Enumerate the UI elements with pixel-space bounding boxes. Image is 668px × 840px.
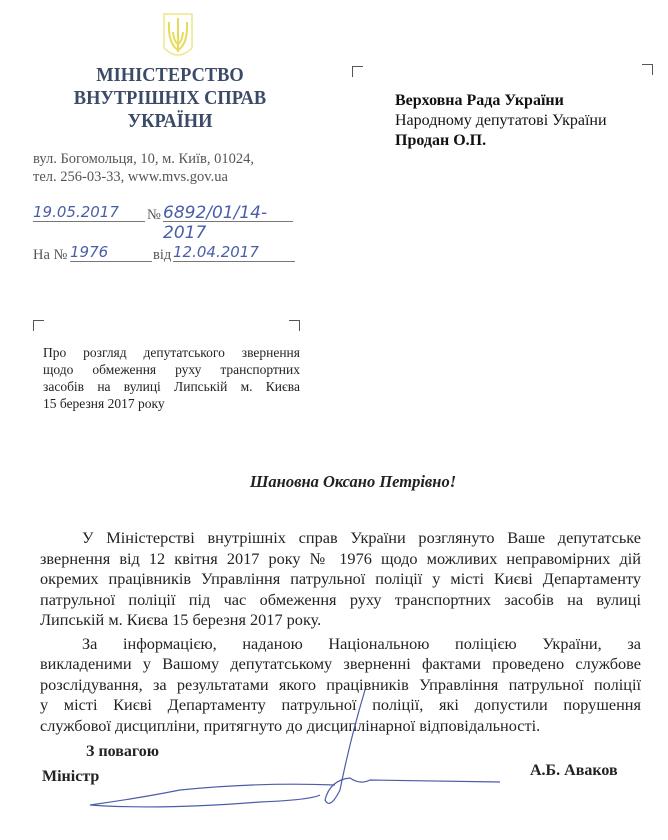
from-label: від bbox=[153, 247, 172, 263]
outgoing-date-field bbox=[33, 203, 145, 222]
subject-line: Про розгляд депутатського звернення bbox=[43, 345, 300, 360]
body-line: службової дисципліни, притягнуто до дисциплінарної відповідальності. bbox=[40, 715, 541, 735]
reply-label: На № bbox=[33, 247, 68, 263]
corner-mark bbox=[642, 64, 653, 75]
outgoing-date: 19.05.2017 bbox=[33, 203, 119, 221]
outgoing-number: 6892/01/14-2017 bbox=[163, 203, 268, 243]
reply-date: 12.04.2017 bbox=[173, 243, 259, 261]
greeting: Шановна Оксано Петрівно! bbox=[249, 472, 457, 491]
corner-mark bbox=[352, 66, 363, 77]
reply-number-field bbox=[70, 243, 152, 262]
recipient-name: Продан О.П. bbox=[395, 132, 487, 149]
handwritten-signature bbox=[80, 690, 510, 820]
body-line: розслідування, за результатами якого працівників Управління патрульної поліції bbox=[40, 674, 641, 694]
signatory-position: Міністр bbox=[42, 768, 100, 785]
recipient-role: Народному депутатові України bbox=[395, 112, 607, 129]
contact-line: тел. 256-03-33, www.mvs.gov.ua bbox=[33, 169, 228, 185]
ministry-line: МІНІСТЕРСТВО bbox=[96, 64, 244, 86]
body-line: окремих працівників Управління патрульної поліції у місті Києві Департаменту bbox=[40, 569, 641, 588]
reply-number: 1976 bbox=[70, 243, 109, 261]
signatory-name: А.Б. Аваков bbox=[530, 762, 618, 779]
body-line: Липській м. Києва 15 березня 2017 року. bbox=[40, 610, 322, 629]
body-line: у місті Києві Департаменту патрульної поліції, які допустили порушення bbox=[40, 695, 641, 714]
body-line: патрульної поліції під час обмеження руху транспортних засобів на вулиці bbox=[40, 589, 641, 609]
subject-line: щодо обмеження руху транспортних bbox=[43, 362, 300, 377]
number-label: № bbox=[147, 207, 161, 223]
outgoing-number-field bbox=[163, 203, 293, 243]
body-line: За інформацією, наданою Національною поліцією України, за bbox=[82, 633, 641, 653]
corner-mark bbox=[33, 320, 44, 331]
address-line: вул. Богомольця, 10, м. Київ, 01024, bbox=[33, 151, 254, 167]
reply-date-field bbox=[173, 243, 295, 262]
subject-line: засобів на вулиці Липській м. Києва bbox=[43, 379, 300, 394]
body-line: звернення від 12 квітня 2017 року № 1976 щодо можливих неправомірних дій bbox=[40, 548, 641, 568]
subject-line: 15 березня 2017 року bbox=[43, 396, 165, 411]
trident-emblem-icon bbox=[160, 12, 196, 64]
ministry-line: ВНУТРІШНІХ СПРАВ bbox=[73, 87, 267, 109]
body-line: викладеними у Вашому депутатському зверненні фактами проведено службове bbox=[40, 654, 641, 673]
ministry-title bbox=[50, 64, 289, 133]
corner-mark bbox=[289, 320, 300, 331]
closing-regards: З повагою bbox=[86, 743, 159, 760]
body-line: У Міністерстві внутрішніх справ України розглянуто Ваше депутатське bbox=[82, 528, 641, 547]
subject bbox=[43, 344, 300, 412]
ministry-line: УКРАЇНИ bbox=[127, 110, 213, 132]
recipient-org: Верховна Рада України bbox=[395, 92, 564, 109]
